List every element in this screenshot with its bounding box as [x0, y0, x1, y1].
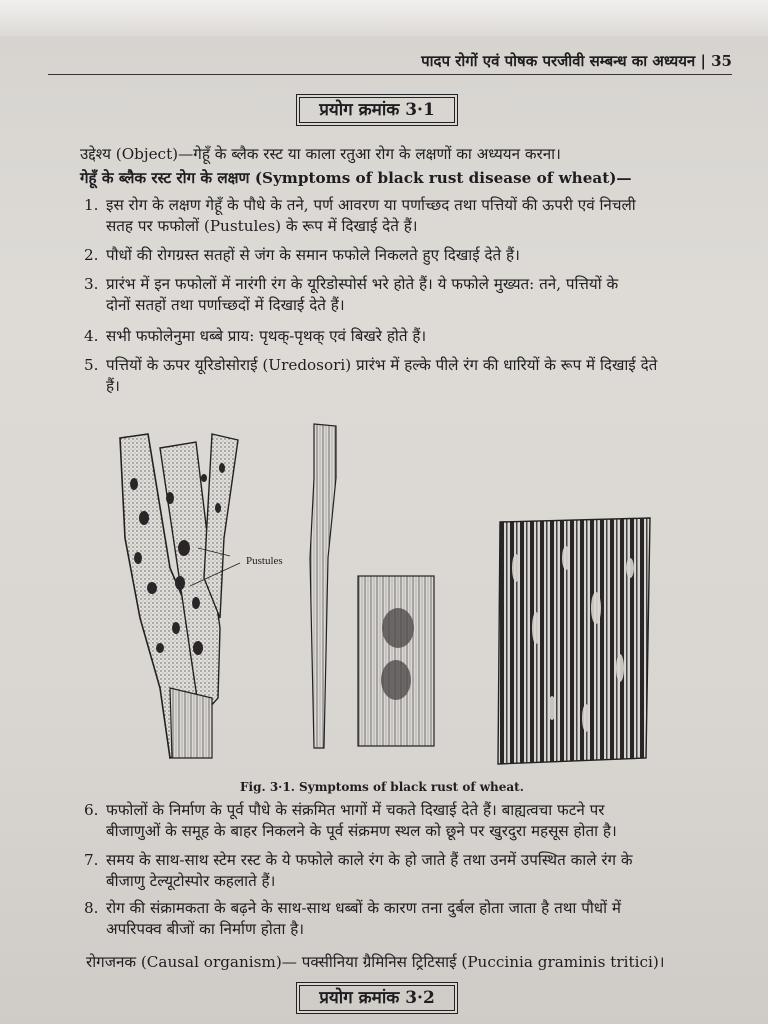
item-line: प्रारंभ में इन फफोलों में नारंगी रंग के यूरिडोस्पोर्स भरे होते हैं। ये फफोले मुख्यत: तने, पत्तियों के	[106, 275, 619, 293]
pustules-label: Pustules	[246, 555, 283, 567]
item-line: फफोलों के निर्माण के पूर्व पौधे के संक्रमित भागों में चकते दिखाई देते हैं। बाह्यत्वचा फटने पर	[106, 801, 605, 819]
item-number: 2.	[84, 246, 99, 264]
item-line: सतह पर फफोलों (Pustules) के रूप में दिखाई देते हैं।	[106, 217, 418, 235]
item-number: 8.	[84, 899, 99, 917]
item-line: सभी फफोलेनुमा धब्बे प्राय: पृथक्-पृथक् एवं बिखरे होते हैं।	[106, 327, 427, 345]
causal-organism-line: रोगजनक (Causal organism)— पक्सीनिया ग्रैमिनिस ट्रिटिसाई (Puccinia graminis tritici)।	[86, 953, 665, 971]
leaf-section-drawing	[358, 576, 434, 746]
item-line: बीजाणुओं के समूह के बाहर निकलने के पूर्व संक्रमण स्थल को छूने पर खुरदुरा महसूस होता है।	[106, 822, 617, 840]
objective-line: उद्देश्य (Object)—गेहूँ के ब्लैक रस्ट या काला रतुआ रोग के लक्षणों का अध्ययन करना।	[80, 145, 561, 163]
item-number: 1.	[84, 196, 99, 214]
running-header: पादप रोगों एवं पोषक परजीवी सम्बन्ध का अध्ययन | 35	[48, 50, 732, 75]
infected-stem-drawing	[498, 518, 650, 764]
leaf-stalk-drawing	[310, 424, 336, 748]
item-line: पत्तियों के ऊपर यूरिडोसोराई (Uredosori) प्रारंभ में हल्के पीले रंग की धारियों के रूप में दिखाई देते	[106, 356, 658, 374]
item-number: 5.	[84, 356, 99, 374]
experiment-title-box: प्रयोग क्रमांक 3·1	[296, 94, 458, 126]
item-number: 3.	[84, 275, 99, 293]
item-line: समय के साथ-साथ स्टेम रस्ट के ये फफोले काले रंग के हो जाते हैं तथा उनमें उपस्थित काले रंग के	[106, 851, 633, 869]
item-line: अपरिपक्व बीजों का निर्माण होता है।	[106, 920, 305, 938]
next-experiment-title-box: प्रयोग क्रमांक 3·2	[296, 982, 458, 1014]
symptoms-heading: गेहूँ के ब्लैक रस्ट रोग के लक्षण (Symptoms of black rust disease of wheat)—	[80, 169, 632, 187]
figure-caption: Fig. 3·1. Symptoms of black rust of wheat.	[240, 780, 524, 794]
stem-sheath-drawing	[120, 434, 240, 758]
wheat-rust-figure	[100, 418, 660, 778]
item-line: रोग की संक्रामकता के बढ़ने के साथ-साथ धब्बों के कारण तना दुर्बल होता जाता है तथा पौधों में	[106, 899, 621, 917]
item-number: 6.	[84, 801, 99, 819]
page-top-shade	[0, 0, 768, 36]
item-line: बीजाणु टेल्यूटोस्पोर कहलाते हैं।	[106, 872, 276, 890]
item-line: पौधों की रोगग्रस्त सतहों से जंग के समान फफोले निकलते हुए दिखाई देते हैं।	[106, 246, 520, 264]
item-number: 7.	[84, 851, 99, 869]
item-number: 4.	[84, 327, 99, 345]
item-line: दोनों सतहों तथा पर्णाच्छदों में दिखाई देते हैं।	[106, 296, 345, 314]
item-line: हैं।	[106, 377, 120, 395]
item-line: इस रोग के लक्षण गेहूँ के पौधे के तने, पर्ण आवरण या पर्णाच्छद तथा पत्तियों की ऊपरी एवं निचली	[106, 196, 636, 214]
